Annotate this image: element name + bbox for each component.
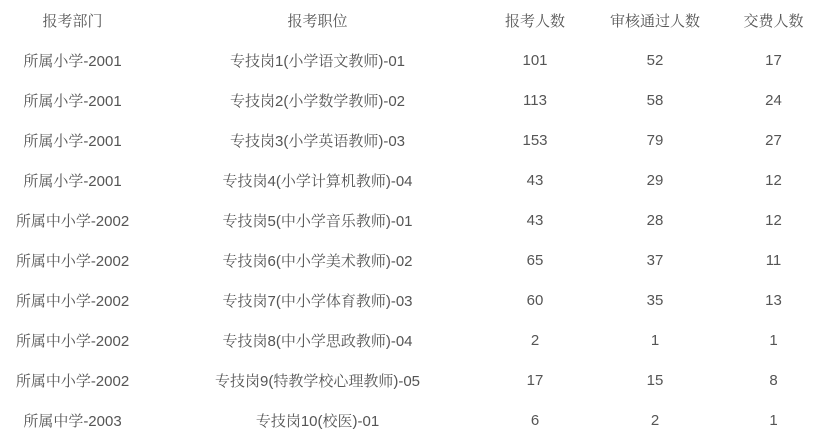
header-row: [0, 0, 817, 40]
cell-approved-count: 28: [646, 211, 664, 229]
cell-applicant-count: 65: [526, 251, 544, 269]
cell-department: 所属小学-2001: [23, 92, 122, 110]
cell-paid-count: 12: [765, 211, 782, 229]
table-row: [0, 240, 817, 280]
table-row: [0, 280, 817, 320]
cell-applicant-count: 2: [530, 331, 540, 349]
cell-approved-count: 1: [650, 331, 660, 349]
cell-position: 专技岗4(小学计算机教师)-04: [222, 172, 413, 190]
cell-position: 专技岗10(校医)-01: [255, 412, 380, 430]
cell-paid-count: 1: [769, 331, 778, 349]
cell-approved-count: 15: [646, 371, 664, 389]
cell-applicant-count: 153: [522, 131, 548, 149]
cell-position: 专技岗8(中小学思政教师)-04: [222, 332, 413, 350]
cell-paid-count: 13: [765, 291, 782, 309]
cell-approved-count: 2: [650, 411, 660, 429]
cell-department: 所属小学-2001: [23, 172, 122, 190]
cell-approved-count: 37: [646, 251, 664, 269]
cell-department: 所属小学-2001: [23, 132, 122, 150]
cell-paid-count: 8: [769, 371, 778, 389]
cell-department: 所属中小学-2002: [15, 292, 130, 310]
cell-applicant-count: 60: [526, 291, 544, 309]
cell-applicant-count: 43: [526, 171, 544, 189]
col-header-paid-count: 交费人数: [743, 12, 804, 30]
cell-department: 所属小学-2001: [23, 52, 122, 70]
table-row: [0, 120, 817, 160]
table-row: [0, 160, 817, 200]
cell-paid-count: 17: [765, 51, 782, 69]
cell-approved-count: 79: [646, 131, 664, 149]
cell-paid-count: 11: [765, 251, 782, 269]
cell-approved-count: 52: [646, 51, 664, 69]
cell-position: 专技岗2(小学数学教师)-02: [229, 92, 405, 110]
cell-position: 专技岗9(特教学校心理教师)-05: [214, 372, 420, 390]
cell-position: 专技岗7(中小学体育教师)-03: [222, 292, 413, 310]
table-row: [0, 80, 817, 120]
cell-applicant-count: 101: [522, 51, 548, 69]
col-header-position: 报考职位: [287, 12, 348, 30]
cell-department: 所属中学-2003: [23, 412, 122, 430]
cell-paid-count: 12: [765, 171, 782, 189]
cell-department: 所属中小学-2002: [15, 372, 130, 390]
cell-department: 所属中小学-2002: [15, 252, 130, 270]
table-body: [0, 40, 817, 440]
cell-applicant-count: 6: [530, 411, 540, 429]
cell-approved-count: 29: [646, 171, 664, 189]
table-row: [0, 400, 817, 440]
table-row: [0, 40, 817, 80]
col-header-applicant-count: 报考人数: [504, 12, 565, 30]
cell-department: 所属中小学-2002: [15, 332, 130, 350]
table-row: [0, 360, 817, 400]
cell-position: 专技岗3(小学英语教师)-03: [229, 132, 405, 150]
cell-department: 所属中小学-2002: [15, 212, 130, 230]
cell-position: 专技岗1(小学语文教师)-01: [229, 52, 405, 70]
cell-position: 专技岗5(中小学音乐教师)-01: [222, 212, 413, 230]
table-row: [0, 320, 817, 360]
col-header-department: 报考部门: [42, 12, 103, 30]
col-header-approved-count: 审核通过人数: [609, 12, 700, 30]
cell-applicant-count: 113: [523, 91, 547, 109]
cell-paid-count: 27: [765, 131, 782, 149]
table-row: [0, 200, 817, 240]
cell-applicant-count: 43: [526, 211, 544, 229]
cell-approved-count: 58: [646, 91, 664, 109]
cell-paid-count: 24: [765, 91, 782, 109]
cell-applicant-count: 17: [526, 371, 544, 389]
cell-paid-count: 1: [769, 411, 778, 429]
cell-approved-count: 35: [646, 291, 664, 309]
cell-position: 专技岗6(中小学美术教师)-02: [222, 252, 413, 270]
